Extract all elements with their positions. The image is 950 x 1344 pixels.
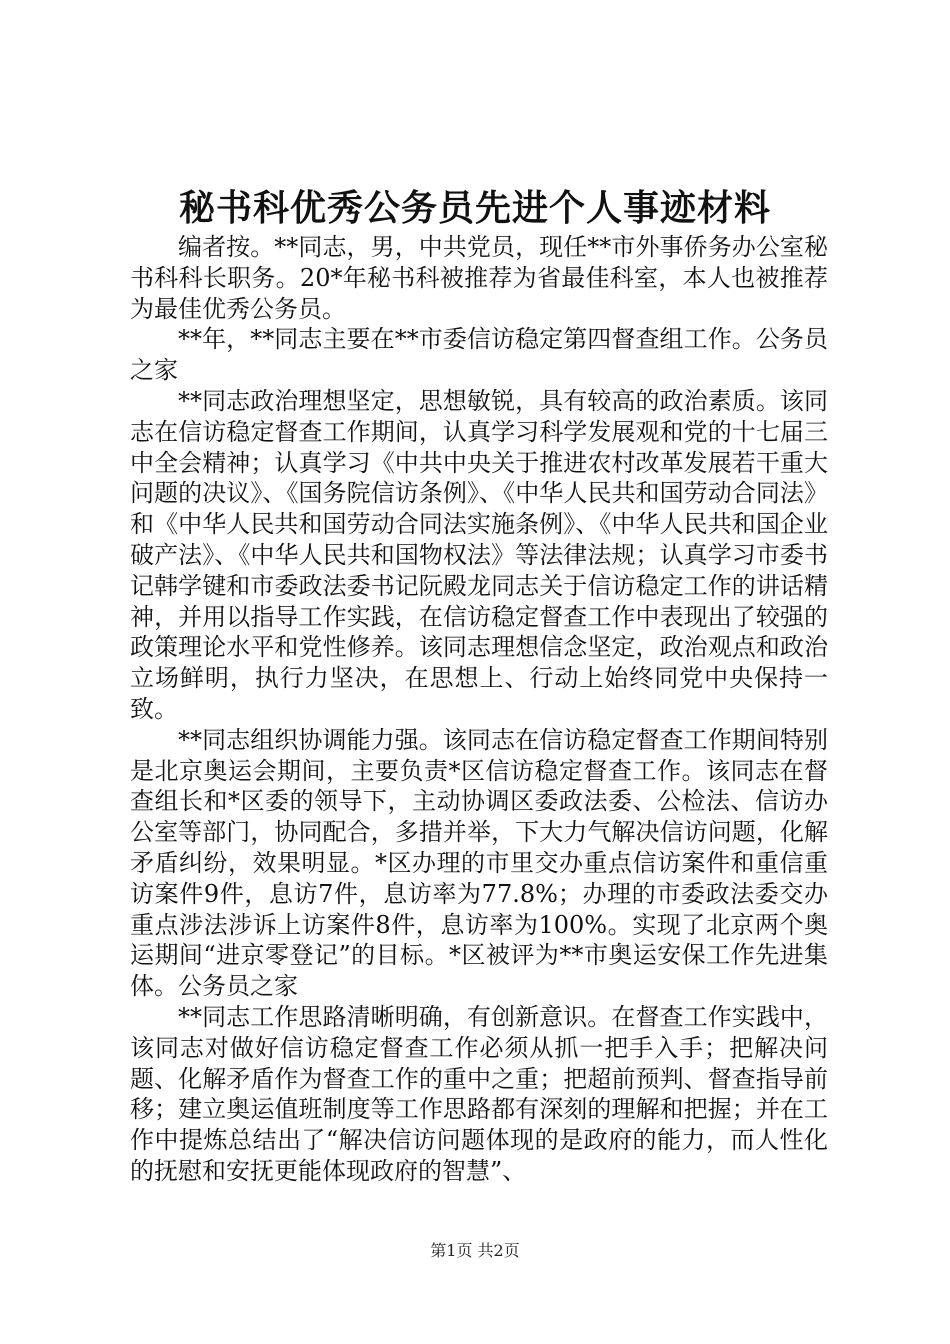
document-title: 秘书科优秀公务员先进个人事迹材料 xyxy=(178,187,771,229)
page-number-footer: 第1页 共2页 xyxy=(430,1241,520,1260)
paragraph-work-approach: **同志工作思路清晰明确，有创新意识。在督查工作实践中，该同志对做好信访稳定督查工作必须从抓一把手入手；把解决问题、化解矛盾作为督查工作的重中之重；把超前预判、督查指导前移；建立奥运值班制度等工作思路都有深刻的理解和把握；并在工作中提炼总结出了“解决信访问题体现的是政府的能力，而人性化的抚慰和安抚更能体现政府的智慧”、 xyxy=(130,1002,828,1185)
paragraph-political-quality: **同志政治理想坚定，思想敏锐，具有较高的政治素质。该同志在信访稳定督查工作期间，认真学习科学发展观和党的十七届三中全会精神；认真学习《中共中央关于推进农村改革发展若干重大问题的决议》、《国务院信访条例》、《中华人民共和国劳动合同法》和《中华人民共和国劳动合同法实施条例》、《中华人民共和国企业破产法》、《中华人民共和国物权法》等法律法规；认真学习市委书记韩学键和市委政法委书记阮殿龙同志关于信访稳定工作的讲话精神，并用以指导工作实践，在信访稳定督查工作中表现出了较强的政策理论水平和党性修养。该同志理想信念坚定，政治观点和政治立场鲜明，执行力坚决，在思想上、行动上始终同党中央保持一致。 xyxy=(130,386,828,723)
paragraph-work-assignment: **年，**同志主要在**市委信访稳定第四督查组工作。公务员之家 xyxy=(130,325,828,385)
paragraph-editor-note: 编者按。**同志，男，中共党员，现任**市外事侨务办公室秘书科科长职务。20*年秘书科被推荐为省最佳科室，本人也被推荐为最佳优秀公务员。 xyxy=(130,233,828,323)
paragraph-coordination-ability: **同志组织协调能力强。该同志在信访稳定督查工作期间特别是北京奥运会期间，主要负责*区信访稳定督查工作。该同志在督查组长和*区委的领导下，主动协调区委政法委、公检法、信访办公室等部门，协同配合，多措并举，下大力气解决信访问题，化解矛盾纠纷，效果明显。*区办理的市里交办重点信访案件和重信重访案件9件，息访7件，息访率为77.8%；办理的市委政法委交办重点涉法涉诉上访案件8件，息访率为100%。实现了北京两个奥运期间“进京零登记”的目标。*区被评为**市奥运安保工作先进集体。公务员之家 xyxy=(130,725,828,1001)
document-body xyxy=(130,232,828,1187)
